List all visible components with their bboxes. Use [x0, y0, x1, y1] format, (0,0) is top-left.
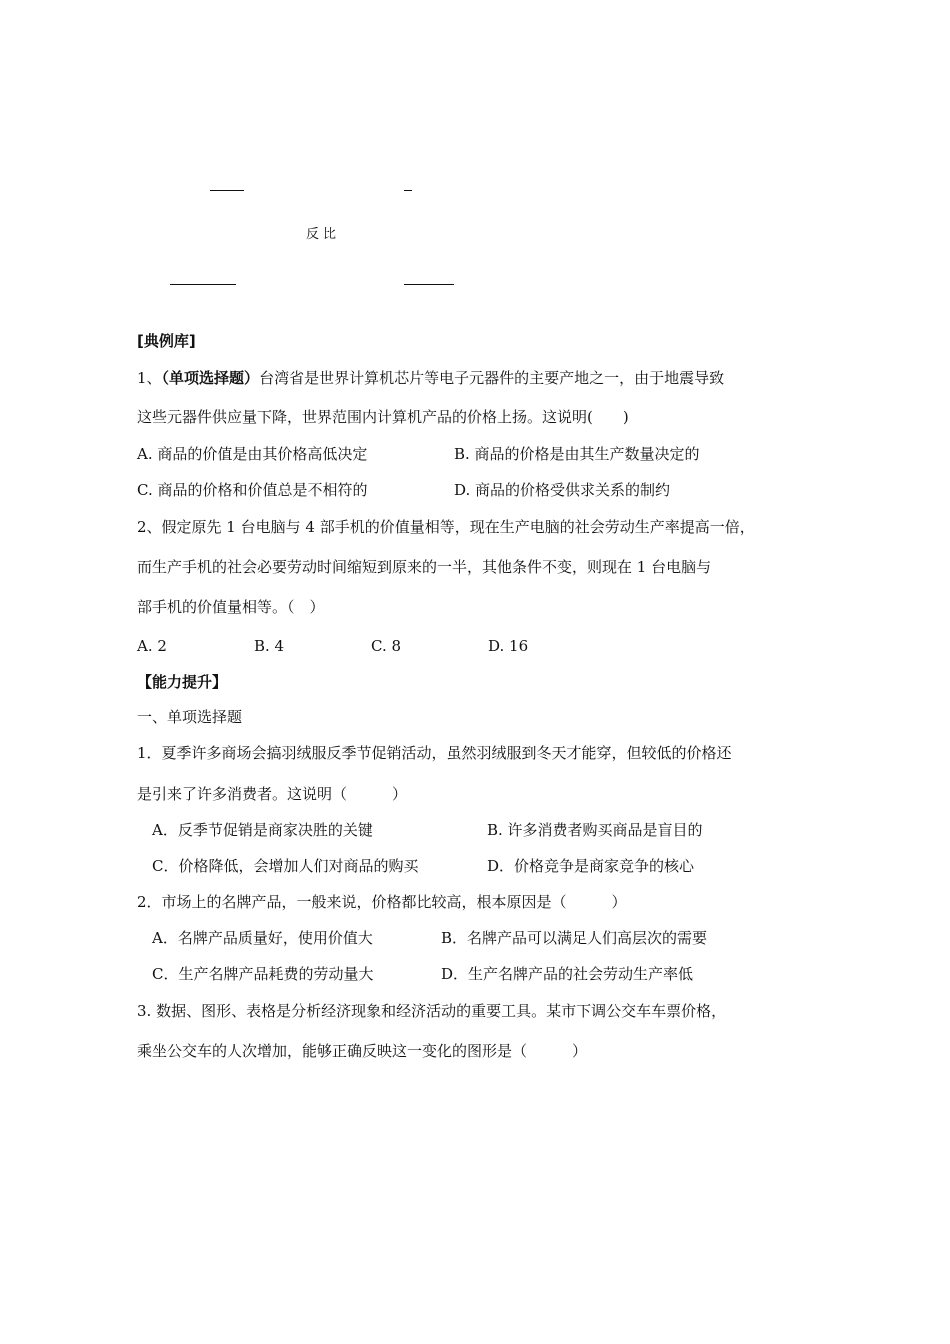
example-q2-option-c: C. 8 — [371, 637, 402, 655]
example-heading: [典例库] — [137, 332, 196, 350]
ability-q2-option-c: C．生产名牌产品耗费的劳动量大 — [152, 965, 374, 983]
example-q2-option-b: B. 4 — [254, 637, 285, 655]
ability-q1-option-a: A．反季节促销是商家决胜的关键 — [152, 821, 373, 839]
ability-q1-option-d: D．价格竞争是商家竞争的核心 — [487, 857, 695, 875]
ability-q3-line2: 乘坐公交车的人次增加，能够正确反映这一变化的图形是（ ） — [137, 1042, 588, 1060]
example-q2-line1: 2、假定原先 1 台电脑与 4 部手机的价值量相等，现在生产电脑的社会劳动生产率提高一倍， — [137, 518, 755, 536]
q1-number: 1、 — [137, 369, 162, 387]
ability-q1-line1: 1．夏季许多商场会搞羽绒服反季节促销活动，虽然羽绒服到冬天才能穿，但较低的价格还 — [137, 744, 732, 762]
blank-line-1 — [210, 190, 244, 191]
blank-line-3 — [170, 284, 236, 285]
example-q2-line3: 部手机的价值量相等。（ ） — [137, 598, 325, 616]
ability-q1-option-b: B. 许多消费者购买商品是盲目的 — [487, 821, 703, 839]
example-q2-option-d: D. 16 — [488, 637, 529, 655]
ability-heading: 【能力提升】 — [137, 673, 228, 691]
example-q1-option-c: C. 商品的价格和价值总是不相符的 — [137, 481, 368, 499]
example-q1-line2: 这些元器件供应量下降，世界范围内计算机产品的价格上扬。这说明( ) — [137, 408, 629, 426]
ability-q2-option-b: B．名牌产品可以满足人们高层次的需要 — [441, 929, 708, 947]
example-q1-option-b: B. 商品的价格是由其生产数量决定的 — [454, 445, 700, 463]
q1-stem: 台湾省是世界计算机芯片等电子元器件的主要产地之一，由于地震导致 — [259, 369, 725, 387]
example-q1-option-d: D. 商品的价格受供求关系的制约 — [454, 481, 671, 499]
blank-line-4 — [404, 284, 454, 285]
ability-q2-option-d: D．生产名牌产品的社会劳动生产率低 — [441, 965, 694, 983]
ability-q3-line1: 3. 数据、图形、表格是分析经济现象和经济活动的重要工具。某市下调公交车车票价格， — [137, 1002, 727, 1020]
inverse-ratio-word: 反比 — [306, 227, 341, 242]
q1-type-tag: （单项选择题） — [161, 369, 260, 387]
blank-line-2 — [404, 190, 412, 191]
example-q2-option-a: A. 2 — [137, 637, 167, 655]
example-q2-line2: 而生产手机的社会必要劳动时间缩短到原来的一半，其他条件不变，则现在 1 台电脑与 — [137, 558, 712, 576]
example-q1-line1 — [137, 368, 724, 388]
ability-q1-option-c: C．价格降低，会增加人们对商品的购买 — [152, 857, 419, 875]
ability-q2-line1: 2．市场上的名牌产品，一般来说，价格都比较高，根本原因是（ ） — [137, 893, 627, 911]
ability-q2-option-a: A．名牌产品质量好，使用价值大 — [152, 929, 373, 947]
ability-q1-line2: 是引来了许多消费者。这说明（ ） — [137, 785, 408, 803]
example-q1-option-a: A. 商品的价值是由其价格高低决定 — [137, 445, 368, 463]
ability-section-title: 一、单项选择题 — [137, 708, 243, 726]
